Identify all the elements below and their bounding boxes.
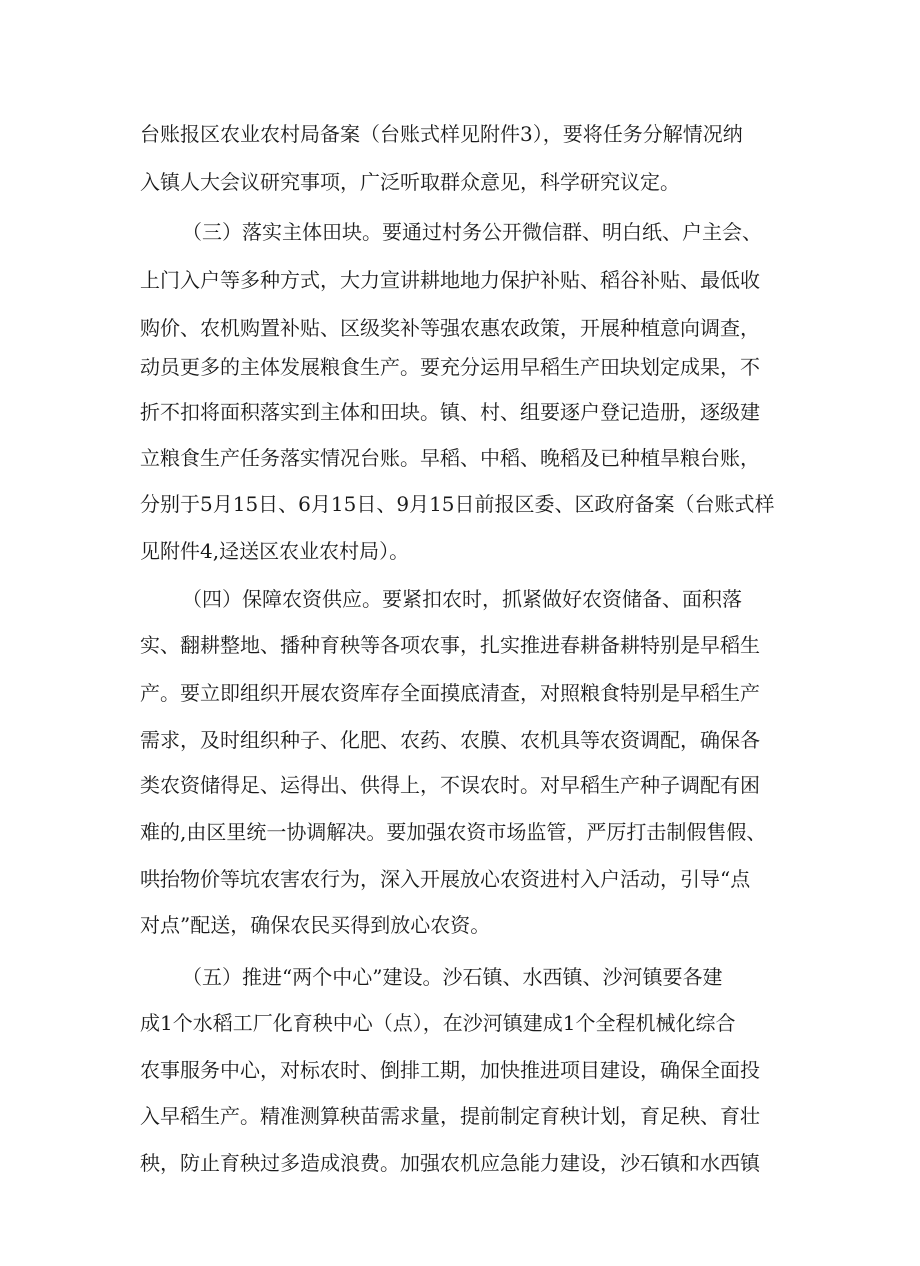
body-line: 对点”配送，确保农民买得到放心农资。 xyxy=(140,913,491,937)
body-line: 分别于5月15日、6月15日、9月15日前报区委、区政府备案（台账式样 xyxy=(140,492,775,516)
body-line: 需求，及时组织种子、化肥、农药、农膜、农机具等农资调配，确保各 xyxy=(140,728,760,752)
body-line: 哄抬物价等坑农害农行为，深入开展放心农资进村入户活动，引导“点 xyxy=(140,867,751,891)
body-line: 产。要立即组织开展农资库存全面摸底清查，对照粮食特别是早稻生产 xyxy=(140,681,760,705)
paragraph-5-first-line: （五）推进“两个中心”建设。沙石镇、水西镇、沙河镇要各建 xyxy=(182,965,723,989)
body-line: 入镇人大会议研究事项，广泛听取群众意见，科学研究议定。 xyxy=(140,170,680,194)
body-line: 购价、农机购置补贴、区级奖补等强农惠农政策，开展种植意向调查， xyxy=(140,316,760,340)
body-line: 实、翻耕整地、播种育秧等各项农事，扎实推进春耕备耕特别是早稻生 xyxy=(140,633,760,657)
body-line: 上门入户等多种方式，大力宣讲耕地地力保护补贴、稻谷补贴、最低收 xyxy=(140,268,760,292)
body-line: 见附件4,迳送区农业农村局）。 xyxy=(140,539,410,563)
body-line: 折不扣将面积落实到主体和田块。镇、村、组要逐户登记造册，逐级建 xyxy=(140,400,760,424)
body-line: 秧，防止育秧过多造成浪费。加强农机应急能力建设，沙石镇和水西镇 xyxy=(140,1151,760,1175)
body-line: 难的,由区里统一协调解决。要加强农资市场监管，严厉打击制假售假、 xyxy=(140,820,767,844)
paragraph-4-first-line: （四）保障农资供应。要紧扣农时，抓紧做好农资储备、面积落 xyxy=(182,587,742,611)
body-line: 农事服务中心，对标农时、倒排工期，加快推进项目建设，确保全面投 xyxy=(140,1058,760,1082)
body-line: 动员更多的主体发展粮食生产。要充分运用早稻生产田块划定成果，不 xyxy=(140,355,760,379)
body-line: 台账报区农业农村局备案（台账式样见附件3），要将任务分解情况纳 xyxy=(140,122,743,146)
body-line: 成1个水稻工厂化育秧中心（点），在沙河镇建成1个全程机械化综合 xyxy=(140,1011,736,1035)
paragraph-3-first-line: （三）落实主体田块。要通过村务公开微信群、明白纸、户主会、 xyxy=(182,220,762,244)
body-line: 立粮食生产任务落实情况台账。早稻、中稻、晚稻及已种植旱粮台账， xyxy=(140,446,760,470)
body-line: 类农资储得足、运得出、供得上，不误农时。对早稻生产种子调配有困 xyxy=(140,773,760,797)
body-line: 入早稻生产。精准测算秧苗需求量，提前制定育秧计划，育足秧、育壮 xyxy=(140,1104,760,1128)
